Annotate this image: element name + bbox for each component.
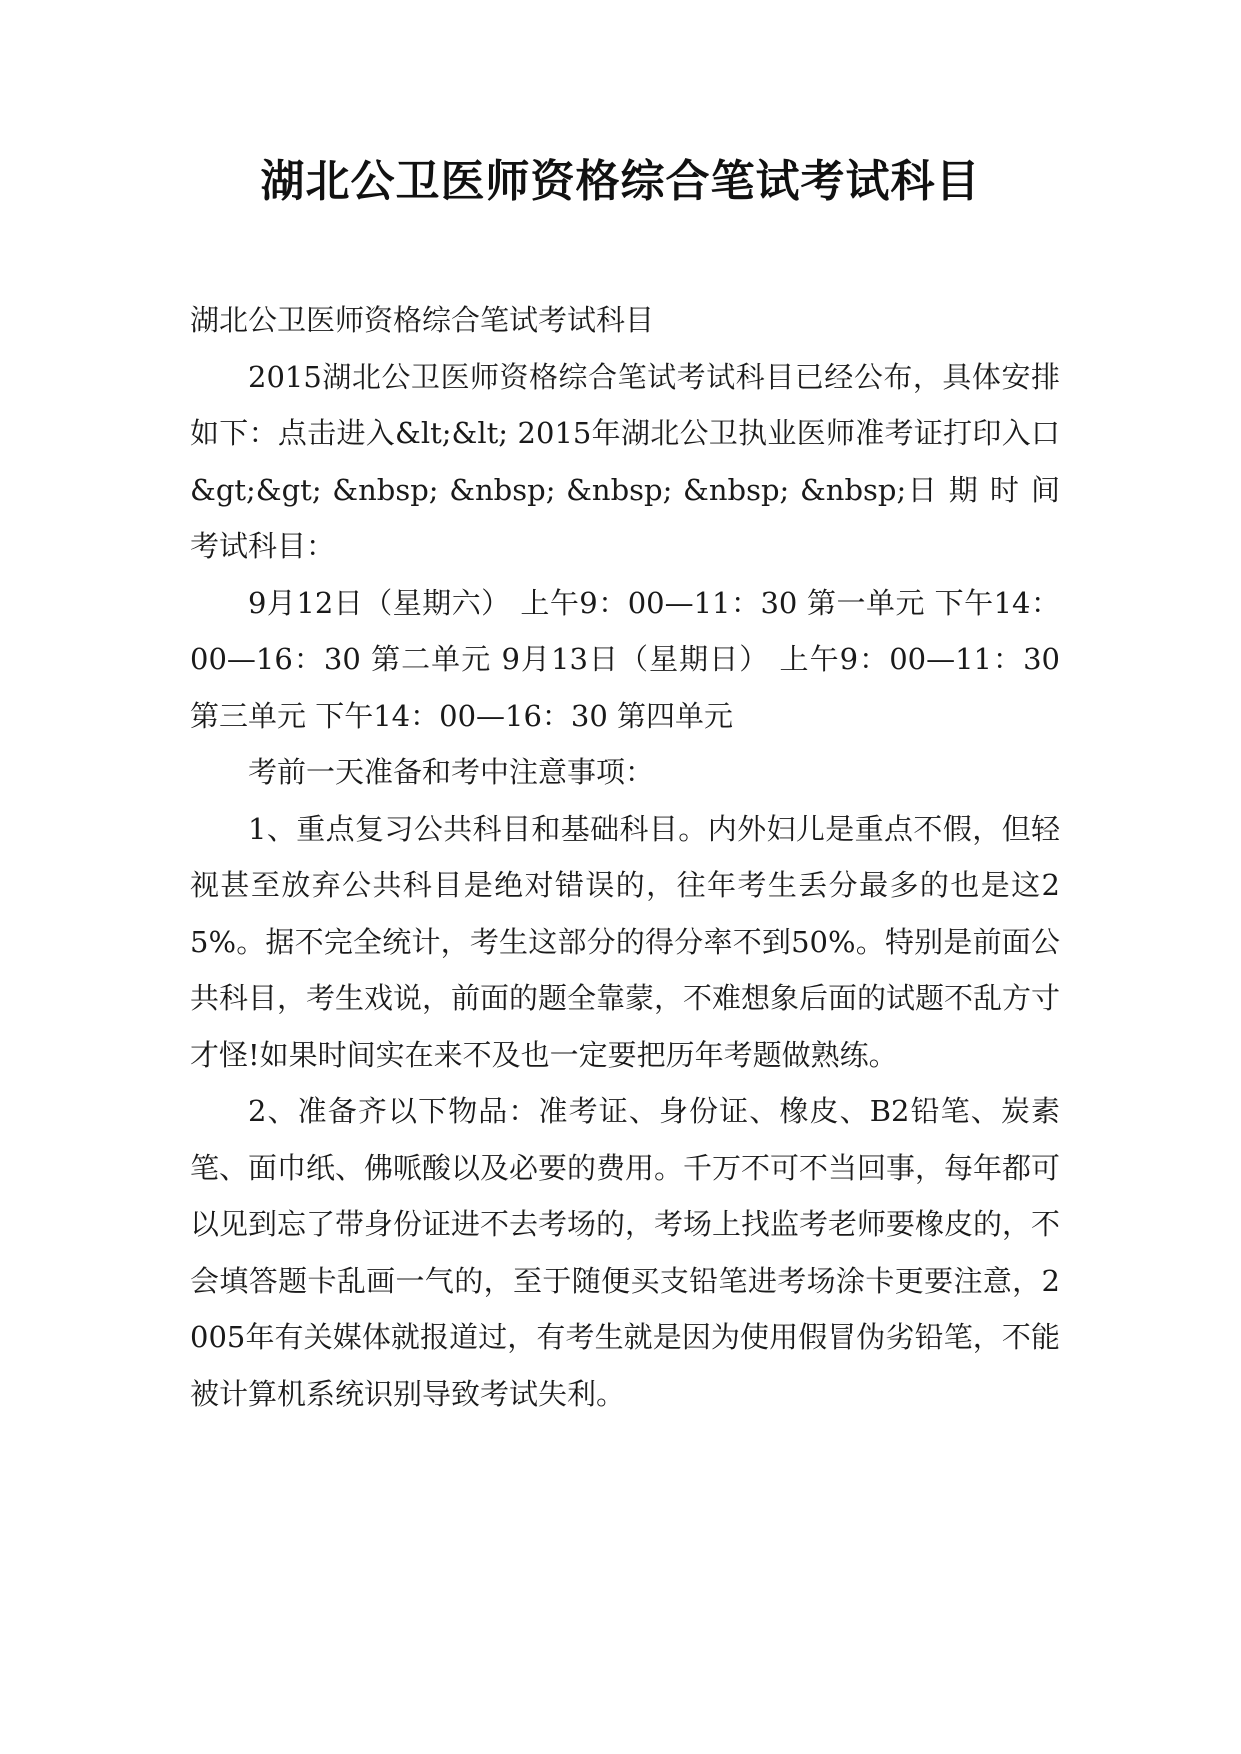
subtitle-paragraph: 湖北公卫医师资格综合笔试考试科目 xyxy=(190,303,655,337)
intro-paragraph: 2015湖北公卫医师资格综合笔试考试科目已经公布，具体安排如下：点击进入&lt;&lt; 2015年湖北公卫执业医师准考证打印入口&gt;&gt; &nbsp; &nbsp; &nbsp; &nbsp; &nbsp;日 期 时 间 考试科目： xyxy=(190,359,1060,563)
notes-heading-paragraph: 考前一天准备和考中注意事项： xyxy=(248,755,655,789)
note-1-paragraph: 1、重点复习公共科目和基础科目。内外妇儿是重点不假，但轻视甚至放弃公共科目是绝对错误的，往年考生丢分最多的也是这25%。据不完全统计，考生这部分的得分率不到50%。特别是前面公共科目，考生戏说，前面的题全靠蒙，不难想象后面的试题不乱方寸才怪!如果时间实在来不及也一定要把历年考题做熟练。 xyxy=(190,811,1061,1072)
schedule-paragraph: 9月12日（星期六） 上午9：00—11：30 第一单元 下午14：00—16：30 第二单元 9月13日（星期日） 上午9：00—11：30 第三单元 下午14：00—16：30 第四单元 xyxy=(190,585,1060,733)
document-title: 湖北公卫医师资格综合笔试考试科目 xyxy=(260,156,981,207)
document-body xyxy=(190,292,1060,1422)
note-2-paragraph: 2、准备齐以下物品：准考证、身份证、橡皮、B2铅笔、炭素笔、面巾纸、佛哌酸以及必要的费用。千万不可不当回事，每年都可以见到忘了带身份证进不去考场的，考场上找监考老师要橡皮的，不会填答题卡乱画一气的，至于随便买支铅笔进考场涂卡更要注意，2005年有关媒体就报道过，有考生就是因为使用假冒伪劣铅笔，不能被计算机系统识别导致考试失利。 xyxy=(190,1094,1061,1411)
